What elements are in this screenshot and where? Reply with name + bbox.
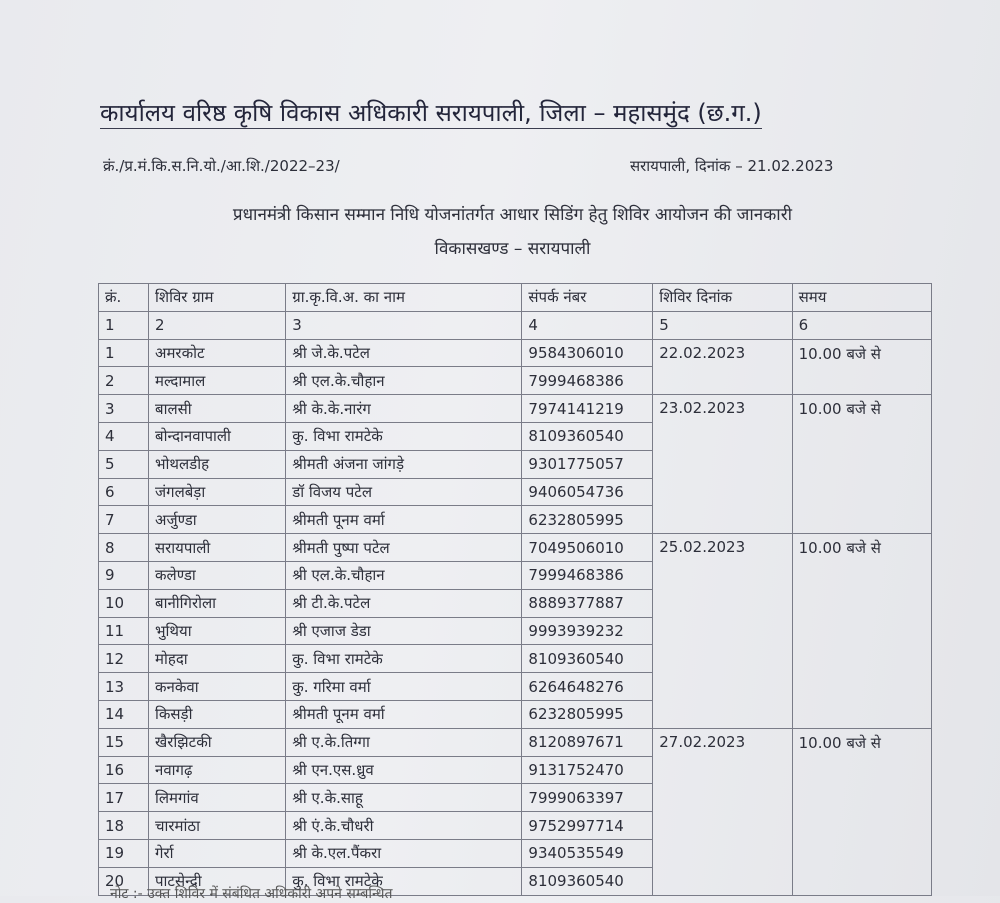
officer-cell: कु. विभा रामटेके xyxy=(286,422,522,450)
phone-cell: 7999468386 xyxy=(522,561,653,589)
camp-date-cell: 25.02.2023 xyxy=(653,534,792,729)
table-row xyxy=(99,728,932,756)
phone-cell: 9301775057 xyxy=(522,450,653,478)
village-cell: चारमांठा xyxy=(149,812,286,840)
serial-cell: 5 xyxy=(99,450,149,478)
serial-cell: 16 xyxy=(99,756,149,784)
phone-cell: 6232805995 xyxy=(522,700,653,728)
officer-cell: श्री ए.के.साहू xyxy=(286,784,522,812)
village-cell: किसड़ी xyxy=(149,700,286,728)
header-camp-date: शिविर दिनांक xyxy=(653,284,792,312)
camp-date-cell: 27.02.2023 xyxy=(653,728,792,895)
camp-date-cell: 22.02.2023 xyxy=(653,339,792,395)
village-cell: कनकेवा xyxy=(149,673,286,701)
phone-cell: 8109360540 xyxy=(522,422,653,450)
serial-cell: 6 xyxy=(99,478,149,506)
village-cell: सरायपाली xyxy=(149,534,286,562)
header-phone: संपर्क नंबर xyxy=(522,284,653,312)
col-number: 4 xyxy=(522,311,653,339)
phone-cell: 6232805995 xyxy=(522,506,653,534)
header-serial: क्रं. xyxy=(99,284,149,312)
camp-schedule-table xyxy=(98,283,932,896)
village-cell: बोन्दानवापाली xyxy=(149,422,286,450)
officer-cell: श्री एजाज डेडा xyxy=(286,617,522,645)
header-officer: ग्रा.कृ.वि.अ. का नाम xyxy=(286,284,522,312)
officer-cell: श्री के.के.नारंग xyxy=(286,395,522,423)
serial-cell: 9 xyxy=(99,561,149,589)
header-time: समय xyxy=(792,284,931,312)
village-cell: कलेण्डा xyxy=(149,561,286,589)
reference-number: क्रं./प्र.मं.कि.स.नि.यो./आ.शि./2022–23/ xyxy=(103,157,340,175)
phone-cell: 8120897671 xyxy=(522,728,653,756)
table-header-row xyxy=(99,284,932,312)
phone-cell: 9993939232 xyxy=(522,617,653,645)
officer-cell: डॉ विजय पटेल xyxy=(286,478,522,506)
officer-cell: श्री एं.के.चौधरी xyxy=(286,812,522,840)
serial-cell: 20 xyxy=(99,867,149,895)
phone-cell: 8889377887 xyxy=(522,589,653,617)
phone-cell: 8109360540 xyxy=(522,867,653,895)
village-cell: लिमगांव xyxy=(149,784,286,812)
village-cell: अमरकोट xyxy=(149,339,286,367)
officer-cell: कु. विभा रामटेके xyxy=(286,645,522,673)
phone-cell: 7999063397 xyxy=(522,784,653,812)
village-cell: नवागढ़ xyxy=(149,756,286,784)
footer-note: नोट :- उक्त शिविर में संबंधित अधिकारी अपने सम्बन्धित xyxy=(110,886,393,902)
table-row xyxy=(99,395,932,423)
serial-cell: 8 xyxy=(99,534,149,562)
village-cell: मोहदा xyxy=(149,645,286,673)
col-number: 5 xyxy=(653,311,792,339)
serial-cell: 19 xyxy=(99,839,149,867)
serial-cell: 3 xyxy=(99,395,149,423)
camp-date-cell: 23.02.2023 xyxy=(653,395,792,534)
village-cell: बानीगिरोला xyxy=(149,589,286,617)
village-cell: खैरझिटकी xyxy=(149,728,286,756)
serial-cell: 12 xyxy=(99,645,149,673)
village-cell: भोथलडीह xyxy=(149,450,286,478)
phone-cell: 9584306010 xyxy=(522,339,653,367)
serial-cell: 10 xyxy=(99,589,149,617)
col-number: 6 xyxy=(792,311,931,339)
serial-cell: 7 xyxy=(99,506,149,534)
village-cell: पाटसेन्द्री xyxy=(149,867,286,895)
phone-cell: 9131752470 xyxy=(522,756,653,784)
serial-cell: 18 xyxy=(99,812,149,840)
camp-time-cell: 10.00 बजे से xyxy=(792,395,931,534)
camp-time-cell: 10.00 बजे से xyxy=(792,728,931,895)
village-cell: जंगलबेड़ा xyxy=(149,478,286,506)
village-cell: अर्जुण्डा xyxy=(149,506,286,534)
officer-cell: कु. विभा रामटेके xyxy=(286,867,522,895)
serial-cell: 11 xyxy=(99,617,149,645)
phone-cell: 7974141219 xyxy=(522,395,653,423)
col-number: 3 xyxy=(286,311,522,339)
phone-cell: 9406054736 xyxy=(522,478,653,506)
col-number: 2 xyxy=(149,311,286,339)
table-body xyxy=(99,339,932,895)
col-number: 1 xyxy=(99,311,149,339)
phone-cell: 6264648276 xyxy=(522,673,653,701)
officer-cell: श्रीमती पूनम वर्मा xyxy=(286,506,522,534)
phone-cell: 7049506010 xyxy=(522,534,653,562)
column-number-row xyxy=(99,311,932,339)
phone-cell: 9752997714 xyxy=(522,812,653,840)
officer-cell: श्री एन.एस.ध्रुव xyxy=(286,756,522,784)
serial-cell: 1 xyxy=(99,339,149,367)
officer-cell: श्री ए.के.तिग्गा xyxy=(286,728,522,756)
serial-cell: 14 xyxy=(99,700,149,728)
table-row xyxy=(99,339,932,367)
serial-cell: 17 xyxy=(99,784,149,812)
phone-cell: 8109360540 xyxy=(522,645,653,673)
serial-cell: 2 xyxy=(99,367,149,395)
village-cell: भुथिया xyxy=(149,617,286,645)
officer-cell: श्री टी.के.पटेल xyxy=(286,589,522,617)
officer-cell: श्रीमती अंजना जांगड़े xyxy=(286,450,522,478)
serial-cell: 13 xyxy=(99,673,149,701)
officer-cell: श्रीमती पुष्पा पटेल xyxy=(286,534,522,562)
camp-time-cell: 10.00 बजे से xyxy=(792,534,931,729)
phone-cell: 7999468386 xyxy=(522,367,653,395)
phone-cell: 9340535549 xyxy=(522,839,653,867)
table-row xyxy=(99,534,932,562)
block-name: विकासखण्ड – सरायपाली xyxy=(434,239,591,259)
serial-cell: 15 xyxy=(99,728,149,756)
officer-cell: श्री के.एल.पैंकरा xyxy=(286,839,522,867)
serial-cell: 4 xyxy=(99,422,149,450)
officer-cell: कु. गरिमा वर्मा xyxy=(286,673,522,701)
officer-cell: श्री एल.के.चौहान xyxy=(286,367,522,395)
place-date: सरायपाली, दिनांक – 21.02.2023 xyxy=(630,157,834,175)
officer-cell: श्रीमती पूनम वर्मा xyxy=(286,700,522,728)
officer-cell: श्री जे.के.पटेल xyxy=(286,339,522,367)
village-cell: मल्दामाल xyxy=(149,367,286,395)
header-village: शिविर ग्राम xyxy=(149,284,286,312)
subject-line: प्रधानमंत्री किसान सम्मान निधि योजनांतर्गत आधार सिडिंग हेतु शिविर आयोजन की जानकारी xyxy=(232,205,793,225)
officer-cell: श्री एल.के.चौहान xyxy=(286,561,522,589)
office-title: कार्यालय वरिष्ठ कृषि विकास अधिकारी सरायपाली, जिला – महासमुंद (छ.ग.) xyxy=(100,99,762,127)
camp-time-cell: 10.00 बजे से xyxy=(792,339,931,395)
village-cell: बालसी xyxy=(149,395,286,423)
village-cell: गेर्रा xyxy=(149,839,286,867)
